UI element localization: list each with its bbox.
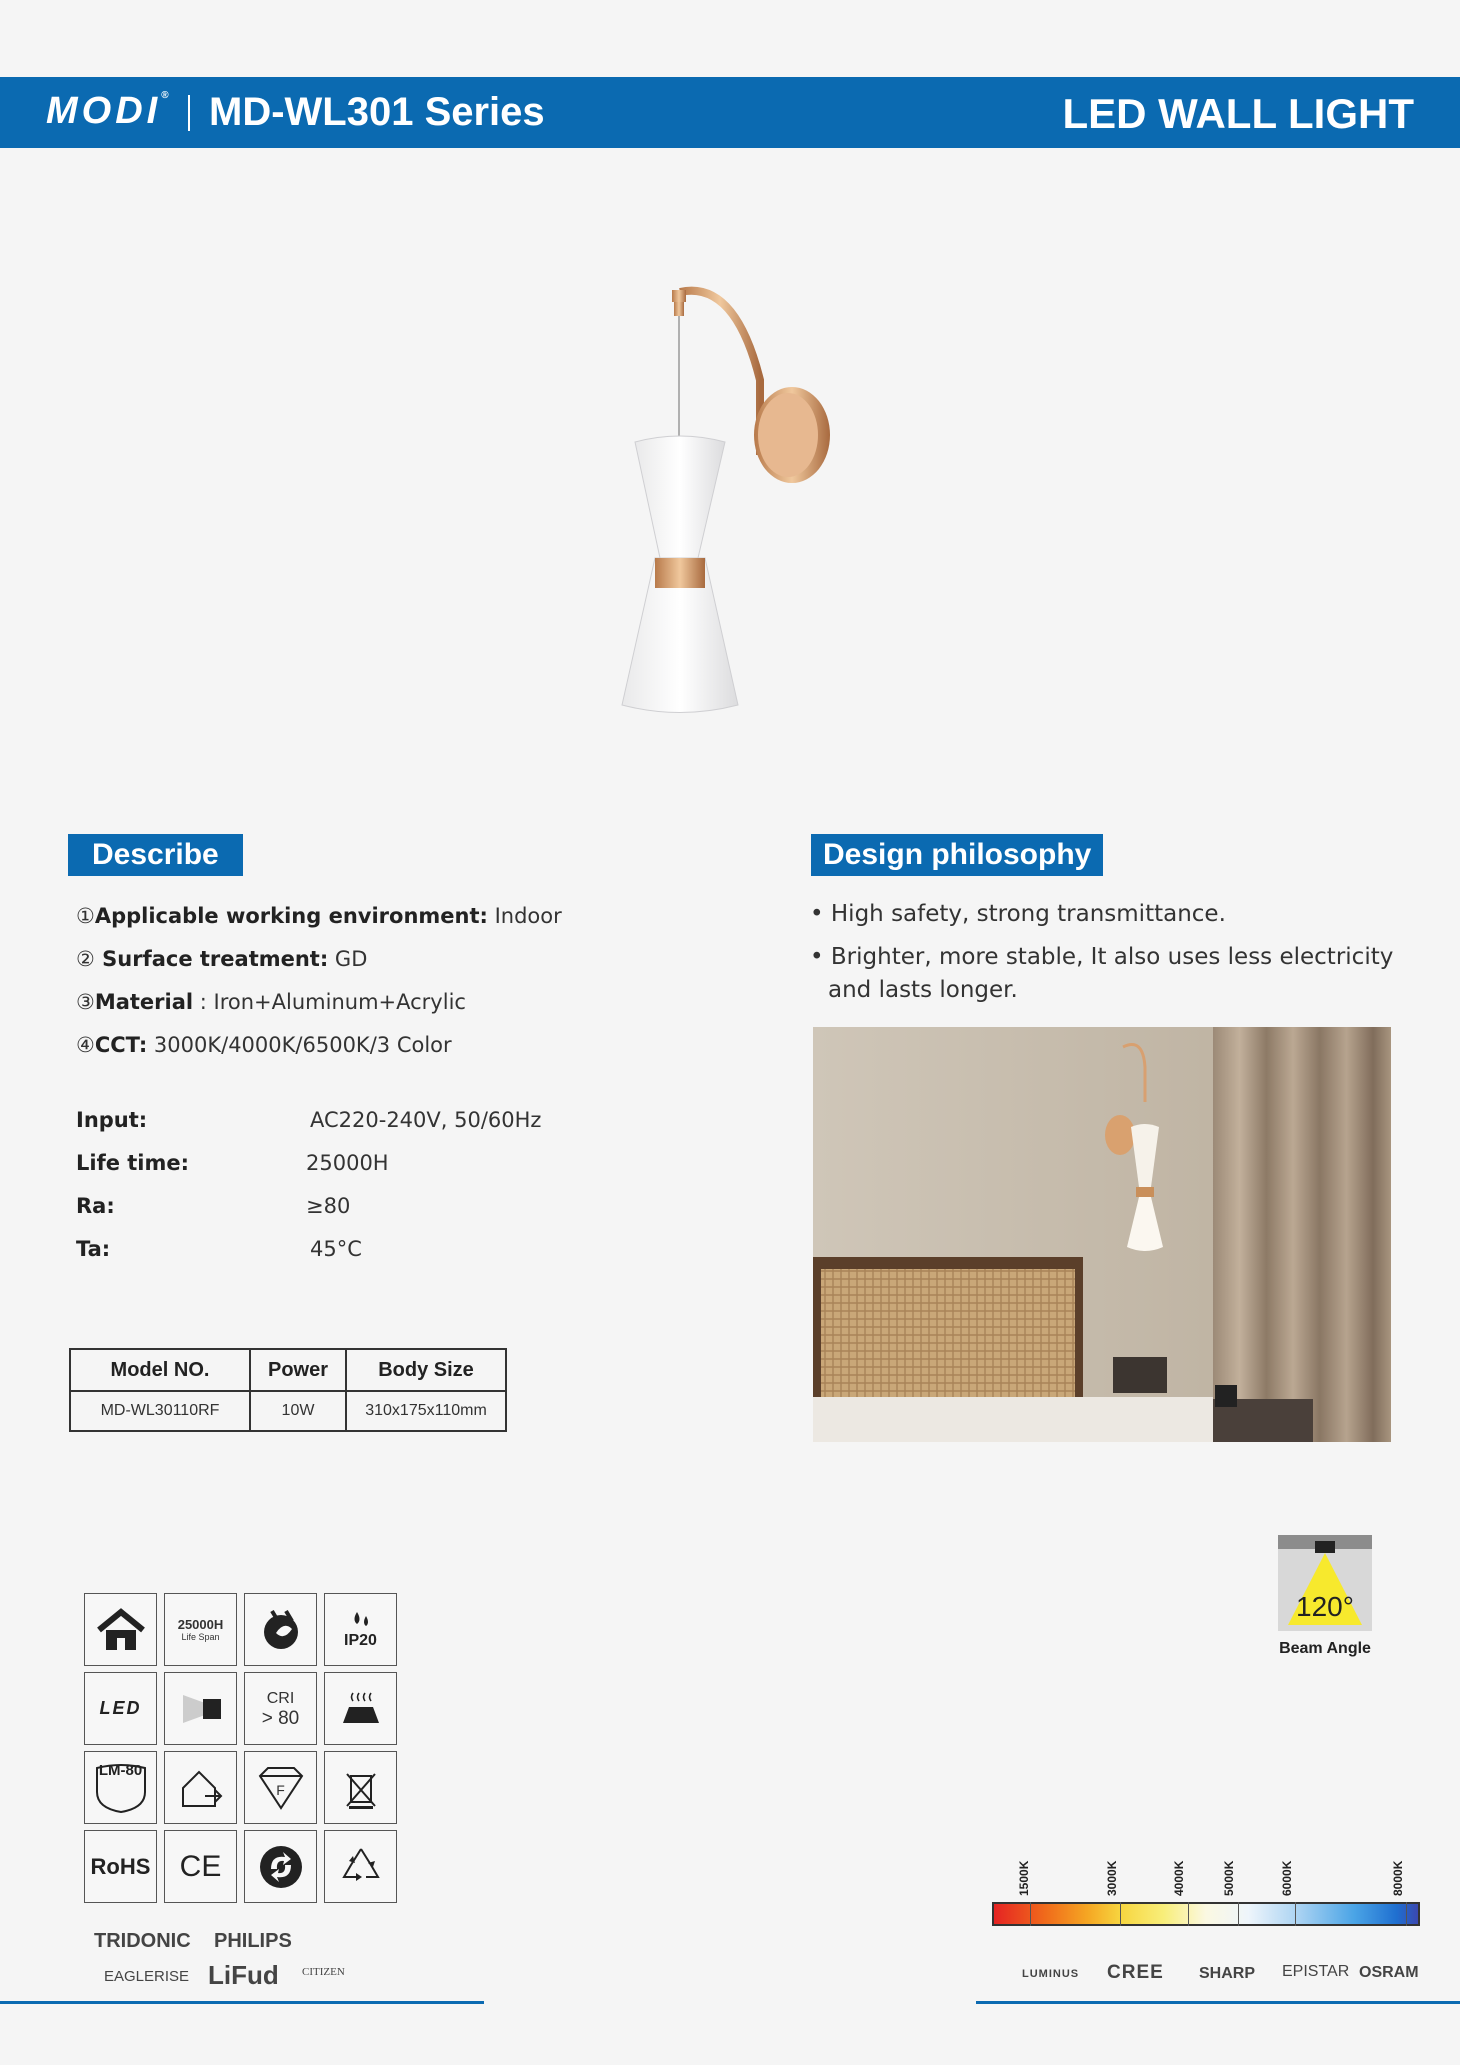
brand-logo-luminus: LUMINUS	[1022, 1968, 1080, 1980]
spec-list	[76, 1108, 676, 1280]
indoor-icon	[84, 1593, 157, 1666]
spec-row: Ta: 45°C	[76, 1237, 362, 1261]
design-title: Design philosophy	[811, 834, 1103, 876]
heat-dissipation-icon	[324, 1672, 397, 1745]
cct-tick-line	[1295, 1902, 1296, 1926]
brand-logo-philips: PHILIPS	[214, 1930, 292, 1952]
cct-tick-label: 8000K	[1391, 1860, 1405, 1896]
brand-logo-cree: CREE	[1107, 1962, 1164, 1983]
design-list	[810, 898, 1410, 1017]
table-header: Power	[250, 1349, 346, 1391]
brand-logo-osram: OSRAM	[1359, 1964, 1419, 1981]
product-type-title: LED WALL LIGHT	[1062, 90, 1414, 137]
cct-tick-label: 1500K	[1017, 1860, 1031, 1896]
beam-angle-label: Beam Angle	[1279, 1640, 1371, 1657]
header-divider	[188, 95, 190, 131]
model-table	[69, 1348, 507, 1432]
table-header: Body Size	[346, 1349, 506, 1391]
design-item: • High safety, strong transmittance.	[810, 901, 1226, 927]
table-row	[70, 1391, 506, 1431]
brand-logo-citizen: CITIZEN	[302, 1966, 345, 1978]
design-item: • Brighter, more stable, It also uses less electricity and lasts longer.	[810, 944, 1394, 1003]
cct-tick-line	[1030, 1902, 1031, 1926]
ce-mark-icon: CE	[164, 1830, 237, 1903]
describe-list	[76, 898, 696, 1070]
describe-title: Describe	[68, 834, 243, 876]
cct-tick-line	[1406, 1902, 1407, 1926]
green-dot-icon	[244, 1830, 317, 1903]
cct-scale	[992, 1840, 1422, 1920]
describe-item: ①Applicable working environment: Indoor	[76, 904, 562, 928]
energy-saving-plug-icon	[244, 1593, 317, 1666]
beam-direction-icon	[164, 1672, 237, 1745]
brand-logo-tridonic: TRIDONIC	[94, 1930, 191, 1952]
cct-tick-label: 6000K	[1280, 1860, 1294, 1896]
certification-icon-grid	[84, 1593, 397, 1903]
beam-angle-badge	[1278, 1535, 1372, 1658]
table-cell: 310x175x110mm	[346, 1391, 506, 1431]
ip-rating-icon: IP20	[324, 1593, 397, 1666]
led-icon: LED	[84, 1672, 157, 1745]
table-cell: 10W	[250, 1391, 346, 1431]
lifespan-icon: 25000H Life Span	[164, 1593, 237, 1666]
cct-tick-label: 3000K	[1105, 1860, 1119, 1896]
room-scene-image	[813, 1027, 1391, 1442]
brand-logo-eaglerise: EAGLERISE	[104, 1968, 190, 1985]
brand-logo-sharp: SHARP	[1199, 1965, 1256, 1982]
beam-angle-value: 120°	[1296, 1591, 1354, 1622]
cct-tick-label: 4000K	[1172, 1860, 1186, 1896]
describe-item: ③Material : Iron+Aluminum+Acrylic	[76, 990, 466, 1014]
cct-gradient-bar	[992, 1902, 1420, 1926]
energy-class-icon: F	[244, 1751, 317, 1824]
home-connect-icon	[164, 1751, 237, 1824]
table-header-row	[70, 1349, 506, 1391]
describe-item: ④CCT: 3000K/4000K/6500K/3 Color	[76, 1033, 452, 1057]
rohs-icon: RoHS	[84, 1830, 157, 1903]
chip-brands-right	[992, 1962, 1422, 1992]
footer-line-right	[976, 2001, 1460, 2004]
brand-logo: MODI®	[46, 90, 169, 132]
footer-line-left	[0, 2001, 484, 2004]
spec-row: Ra: ≥80	[76, 1194, 351, 1218]
spec-row: Input: AC220-240V, 50/60Hz	[76, 1108, 542, 1132]
cri-icon: CRI > 80	[244, 1672, 317, 1745]
cct-tick-line	[1188, 1902, 1189, 1926]
product-image	[610, 280, 850, 720]
table-header: Model NO.	[70, 1349, 250, 1391]
cct-tick-line	[1238, 1902, 1239, 1926]
brand-logo-lifud: LiFud	[208, 1960, 279, 1990]
header-bar	[0, 77, 1460, 148]
lm80-badge-icon: LM-80	[84, 1751, 157, 1824]
series-title: MD-WL301 Series	[209, 90, 545, 134]
table-cell: MD-WL30110RF	[70, 1391, 250, 1431]
cct-tick-line	[1120, 1902, 1121, 1926]
recycle-icon	[324, 1830, 397, 1903]
brand-logo-epistar: EPISTAR	[1282, 1963, 1350, 1980]
describe-item: ② Surface treatment: GD	[76, 947, 368, 971]
weee-bin-icon	[324, 1751, 397, 1824]
spec-row: Life time: 25000H	[76, 1151, 389, 1175]
cct-tick-label: 5000K	[1222, 1860, 1236, 1896]
